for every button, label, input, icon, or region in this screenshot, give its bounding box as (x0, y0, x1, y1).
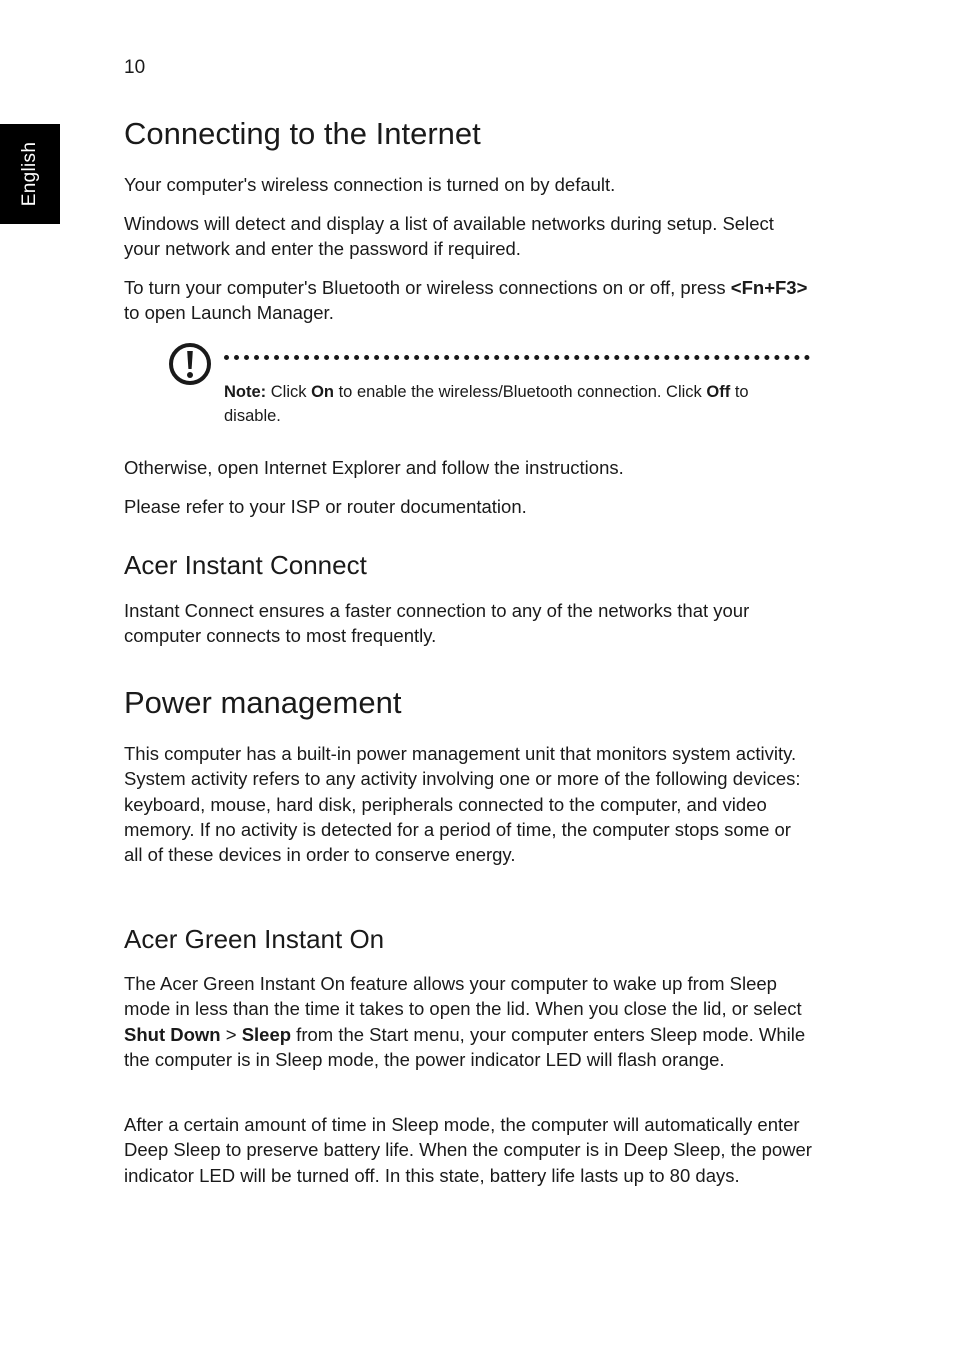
menu-shut-down: Shut Down (124, 1023, 221, 1045)
menu-separator: > (220, 1023, 242, 1045)
page-number: 10 (124, 57, 146, 78)
internet-paragraph-4: Otherwise, open Internet Explorer and follow the instructions. (124, 457, 624, 478)
internet-paragraph-3 (124, 275, 814, 326)
note-text-1: Click (266, 383, 312, 401)
note-text-2: to enable the wireless/Bluetooth connection. Click (334, 383, 707, 401)
language-tab (0, 124, 60, 224)
green-paragraph-1-text-a: The Acer Green Instant On feature allows your computer to wake up from Sleep mode in less than the time it takes to open the lid. When you close the lid, or select (124, 973, 802, 1020)
power-paragraph: This computer has a built-in power management unit that monitors system activity. System activity refers to any activity involving one or more of the following devices: keyboard, mouse, hard disk, peripherals connected to the computer, and video memory. If no activity is detected for a period of time, the computer stops some or all of these devices in order to conserve energy. (124, 743, 801, 866)
instant-connect-paragraph: Instant Connect ensures a faster connection to any of the networks that your computer connects to most frequently. (124, 600, 750, 647)
menu-sleep: Sleep (241, 1023, 292, 1045)
note-label: Note: (224, 383, 267, 401)
section-title-instant-connect: Acer Instant Connect (124, 550, 367, 580)
note-text (224, 381, 810, 428)
internet-paragraph-3-text-b: to open Launch Manager. (124, 302, 334, 324)
section-title-power: Power management (124, 685, 402, 720)
note-box (124, 340, 814, 430)
note-on: On (311, 383, 335, 401)
green-paragraph-1-text-b: from the Start menu, your computer enters Sleep mode. While the computer is in Sleep mode, the power indicator LED will flash orange. (124, 1023, 806, 1070)
note-off: Off (706, 383, 731, 401)
section-title-green-instant-on: Acer Green Instant On (124, 924, 385, 954)
exclamation-icon (168, 342, 212, 386)
internet-paragraph-5: Please refer to your ISP or router documentation. (124, 496, 527, 517)
internet-paragraph-1: Your computer's wireless connection is turned on by default. (124, 174, 616, 195)
green-paragraph-1 (124, 971, 814, 1072)
green-paragraph-2: After a certain amount of time in Sleep mode, the computer will automatically enter Deep Sleep to preserve battery life. When the computer is in Deep Sleep, the power indicator LED will be turned off. In this state, battery life lasts up to 80 days. (124, 1114, 812, 1186)
section-title-internet: Connecting to the Internet (124, 116, 481, 151)
language-tab-label: English (19, 141, 40, 207)
hotkey-fn-f3: <Fn+F3> (730, 277, 808, 298)
internet-paragraph-2: Windows will detect and display a list of available networks during setup. Select your network and enter the password if required. (124, 213, 774, 260)
note-text-3: to disable. (224, 383, 749, 425)
internet-paragraph-3-text-a: To turn your computer's Bluetooth or wireless connections on or off, press (124, 277, 731, 298)
note-dotted-rule (224, 355, 810, 360)
